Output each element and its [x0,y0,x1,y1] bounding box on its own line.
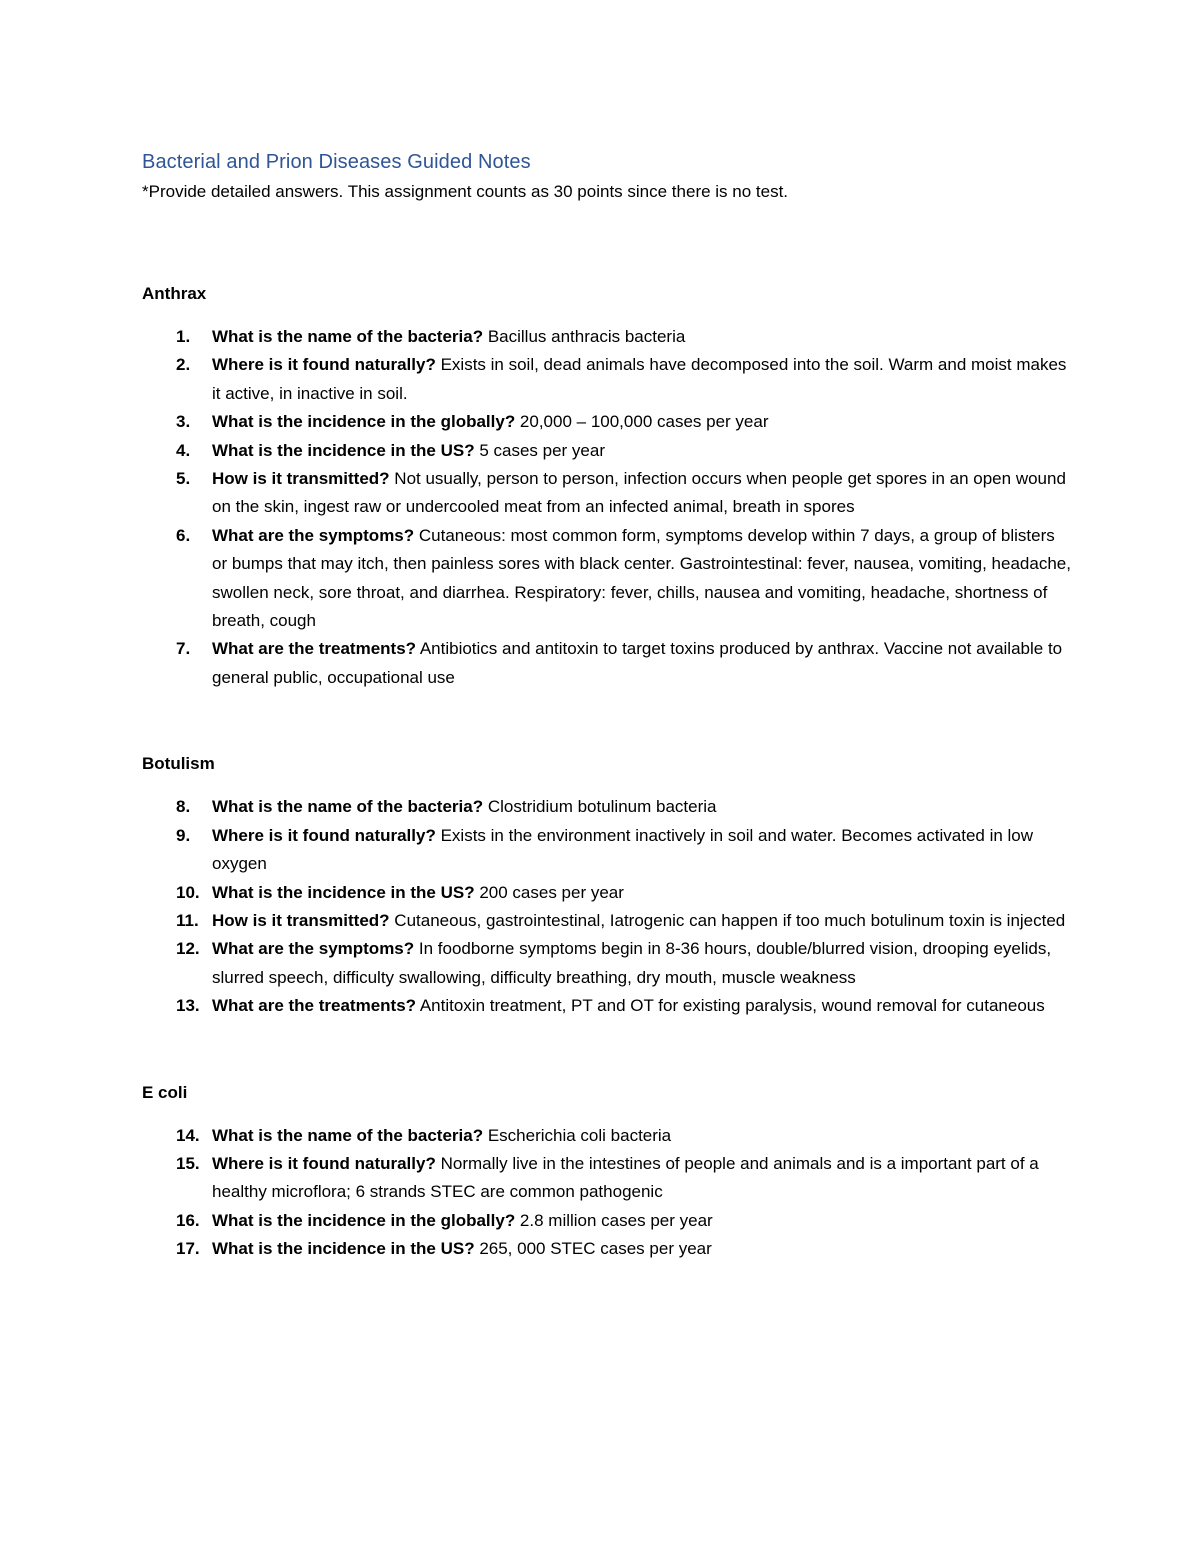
question-number: 5. [176,469,191,489]
question-text: How is it transmitted? [212,910,390,930]
question-item [142,323,1072,351]
question-item [142,635,1072,692]
question-text: What is the name of the bacteria? [212,797,484,817]
question-number: 6. [176,525,191,545]
question-item [142,1235,1072,1263]
answer-text: Antibiotics and antitoxin to target toxins produced by anthrax. Vaccine not available to general public, occupational use [212,639,1063,687]
sections-container [142,280,1072,1264]
question-list [142,323,1072,692]
question-number: 8. [176,797,191,817]
section-heading: E coli [142,1082,188,1102]
question-text: Where is it found naturally? [212,355,436,375]
question-text: What is the incidence in the globally? [212,1210,516,1230]
question-list [142,793,1072,1020]
question-item [142,437,1072,465]
answer-text: 200 cases per year [474,882,624,902]
question-number: 9. [176,825,191,845]
question-item [142,907,1072,935]
answer-text: 20,000 – 100,000 cases per year [515,412,769,432]
answer-text: Escherichia coli bacteria [483,1125,672,1145]
question-text: What is the name of the bacteria? [212,327,484,346]
question-number: 17. [176,1239,200,1259]
document-instructions: *Provide detailed answers. This assignment counts as 30 points since there is no test. [142,182,789,201]
question-text: What are the symptoms? [212,525,415,545]
question-item [142,935,1072,992]
question-text: What are the treatments? [212,996,417,1016]
question-item [142,408,1072,436]
section-botulism [142,750,1072,1020]
question-number: 13. [176,996,200,1016]
question-number: 16. [176,1210,200,1230]
section-heading: Anthrax [142,284,207,303]
question-item [142,465,1072,522]
question-number: 10. [176,882,200,902]
question-item [142,351,1072,408]
answer-text: Bacillus anthracis bacteria [483,327,686,346]
question-text: Where is it found naturally? [212,825,436,845]
question-item [142,522,1072,636]
question-number: 14. [176,1125,200,1145]
question-list [142,1122,1072,1264]
document-page [142,146,1072,1264]
question-number: 7. [176,639,191,659]
section-anthrax [142,280,1072,692]
answer-text: 2.8 million cases per year [515,1210,713,1230]
section-e-coli [142,1079,1072,1264]
question-text: What are the treatments? [212,639,417,659]
question-item [142,1207,1072,1235]
answer-text: Normally live in the intestines of people and animals and is a important part of a healthy microflora; 6 strands STEC are common pathogenic [212,1153,1039,1202]
question-item [142,879,1072,907]
question-text: What is the name of the bacteria? [212,1125,484,1145]
question-text: Where is it found naturally? [212,1153,436,1173]
answer-text: Clostridium botulinum bacteria [483,797,717,817]
question-item [142,1150,1072,1207]
question-item [142,1122,1072,1150]
question-number: 15. [176,1153,200,1173]
answer-text: Cutaneous: most common form, symptoms develop within 7 days, a group of blisters or bumps that may itch, then painless sores with black center. Gastrointestinal: fever, nausea, vomiting, headache, swollen neck, sore throat, and diarrhea. Respiratory: fever, chills, nausea and vomiting, headache, shortness of breath, cough [212,525,1071,631]
question-text: What is the incidence in the US? [212,882,475,902]
answer-text: Not usually, person to person, infection occurs when people get spores in an open wound on the skin, ingest raw or undercooled meat from an infected animal, breath in spores [212,469,1066,517]
answer-text: 5 cases per year [474,440,605,460]
answer-text: 265, 000 STEC cases per year [474,1239,712,1259]
question-number: 12. [176,939,200,959]
section-heading: Botulism [142,754,215,774]
answer-text: Exists in soil, dead animals have decomposed into the soil. Warm and moist makes it active, in inactive in soil. [212,355,1067,403]
question-text: What is the incidence in the US? [212,1239,475,1259]
question-text: How is it transmitted? [212,469,390,489]
question-item [142,822,1072,879]
question-item [142,992,1072,1020]
question-number: 11. [176,910,199,930]
answer-text: Exists in the environment inactively in soil and water. Becomes activated in low oxygen [212,825,1034,874]
question-number: 3. [176,412,191,432]
answer-text: Antitoxin treatment, PT and OT for existing paralysis, wound removal for cutaneous [416,996,1045,1016]
question-text: What is the incidence in the US? [212,440,475,460]
question-number: 2. [176,355,191,375]
question-text: What is the incidence in the globally? [212,412,516,432]
question-number: 4. [176,440,191,460]
question-text: What are the symptoms? [212,939,415,959]
document-title: Bacterial and Prion Diseases Guided Notes [142,151,531,173]
question-item [142,793,1072,821]
question-number: 1. [176,327,191,346]
answer-text: In foodborne symptoms begin in 8-36 hours, double/blurred vision, drooping eyelids, slurred speech, difficulty swallowing, difficulty breathing, dry mouth, muscle weakness [212,939,1052,987]
answer-text: Cutaneous, gastrointestinal, Iatrogenic can happen if too much botulinum toxin is injected [389,910,1066,930]
